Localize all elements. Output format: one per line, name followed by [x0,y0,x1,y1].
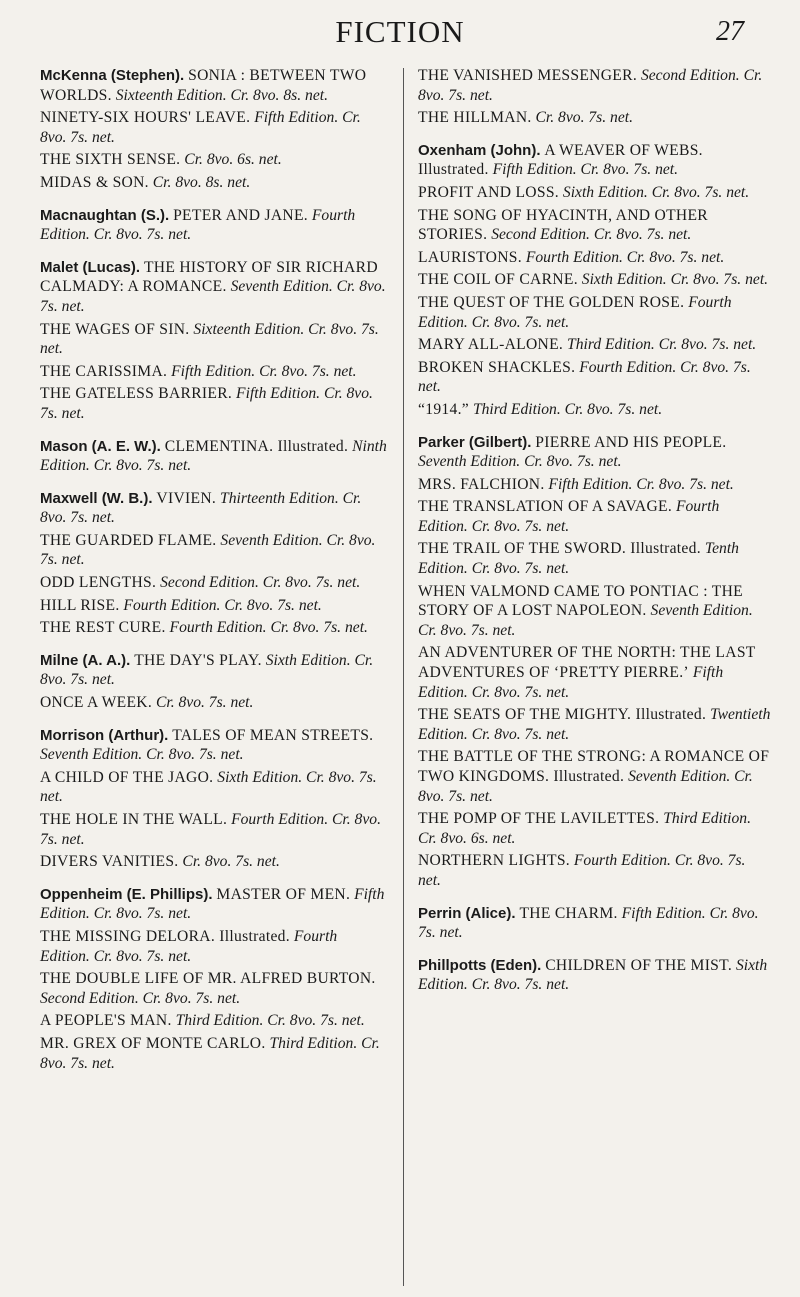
book-title: THE VANISHED MESSENGER. [418,67,638,84]
book-entry [40,927,390,966]
book-title: THE BATTLE OF THE STRONG: A ROMANCE OF TWO KINGDOMS. Illustrated. [418,748,770,785]
book-details: Sixth Edition. Cr. 8vo. 7s. net. [418,956,768,994]
page-title: FICTION [335,14,465,49]
author-name: Macnaughtan (S.). [40,206,170,224]
book-entry [40,885,390,924]
book-entry [418,497,772,536]
book-entry [418,705,772,744]
author-name: Maxwell (W. B.). [40,489,153,507]
book-title: VIVIEN. [156,489,217,507]
book-entry [40,596,390,616]
book-details: Sixth Edition. Cr. 8vo. 7s. net. [40,651,374,689]
book-title: ONCE A WEEK. [40,694,153,712]
book-title: THE MISSING DELORA. Illustrated. [40,927,290,945]
book-details: Cr. 8vo. 7s. net. [182,853,280,871]
book-details: Fourth Edition. Cr. 8vo. 7s. net. [40,811,381,848]
book-entry [40,362,390,382]
book-details: Sixteenth Edition. Cr. 8vo. 7s. net. [40,320,379,358]
book-title: SONIA : BETWEEN TWO WORLDS. [40,67,367,104]
book-entry [40,573,390,593]
book-title: CHILDREN OF THE MIST. [545,956,733,974]
book-entry [418,293,772,332]
book-details: Third Edition. Cr. 8vo. 7s. net. [175,1012,365,1030]
author-name: McKenna (Stephen). [40,67,185,84]
book-entry [40,173,390,193]
book-title: TALES OF MEAN STREETS. [172,726,374,744]
book-entry [418,335,772,355]
book-entry [40,66,390,105]
book-entry [40,320,390,359]
author-name: Milne (A. A.). [40,651,131,669]
book-entry [40,651,390,690]
book-title: THE WAGES OF SIN. [40,320,190,338]
book-details: Tenth Edition. Cr. 8vo. 7s. net. [418,540,739,578]
book-title: A WEAVER OF WEBS. Illustrated. [418,141,703,179]
book-entry [40,693,390,713]
author-block [40,885,390,1073]
book-title: THE HISTORY OF SIR RICHARD CALMADY: A ROMANCE. [40,258,378,296]
book-title: AN ADVENTURER OF THE NORTH: THE LAST ADVENTURES OF ‘PRETTY PIERRE.’ [418,644,756,682]
book-details: Third Edition. Cr. 8vo. 6s. net. [418,810,752,847]
author-name: Mason (A. E. W.). [40,437,161,455]
author-block [418,433,772,891]
book-details: Fourth Edition. Cr. 8vo. 7s. net. [123,596,322,614]
book-entry [40,108,390,147]
book-entry [418,433,772,472]
author-block [418,66,772,128]
book-entry [40,810,390,849]
book-entry [40,768,390,807]
book-details: Sixth Edition. Cr. 8vo. 7s. net. [581,271,769,289]
book-details: Seventh Edition. Cr. 8vo. 7s. net. [418,768,753,805]
book-title: MASTER OF MEN. [216,885,351,903]
book-entry [418,809,772,848]
book-title: THE DAY'S PLAY. [134,651,262,669]
book-details: Seventh Edition. Cr. 8vo. 7s. net. [418,602,753,639]
book-entry [418,582,772,641]
book-details: Fourth Edition. Cr. 8vo. 7s. net. [525,248,725,266]
book-entry [40,1034,390,1073]
book-entry [40,726,390,765]
author-block [418,956,772,995]
book-details: Seventh Edition. Cr. 8vo. 7s. net. [40,531,376,569]
book-details: Ninth Edition. Cr. 8vo. 7s. net. [40,437,387,475]
book-title: THE SONG OF HYACINTH, AND OTHER STORIES. [418,206,708,244]
book-entry [418,358,772,397]
book-title: THE QUEST OF THE GOLDEN ROSE. [418,293,685,311]
book-details: Fifth Edition. Cr. 8vo. 7s. net. [418,664,724,701]
book-details: Fourth Edition. Cr. 8vo. 7s. net. [418,358,751,396]
book-entry [418,270,772,290]
book-title: ODD LENGTHS. [40,574,157,592]
book-entry [418,747,772,806]
book-title: THE CARISSIMA. [40,362,168,380]
book-details: Second Edition. Cr. 8vo. 7s. net. [491,226,692,244]
author-name: Oppenheim (E. Phillips). [40,885,213,903]
book-details: Twentieth Edition. Cr. 8vo. 7s. net. [418,706,771,743]
book-entry [418,248,772,268]
author-name: Malet (Lucas). [40,258,141,276]
author-block [40,651,390,713]
book-entry [418,539,772,578]
book-title: THE DOUBLE LIFE OF MR. ALFRED BURTON. [40,970,376,988]
book-details: Cr. 8vo. 7s. net. [535,109,633,127]
book-details: Sixteenth Edition. Cr. 8vo. 8s. net. [115,86,328,104]
book-title: A CHILD OF THE JAGO. [40,768,214,786]
author-block [40,206,390,245]
book-details: Fifth Edition. Cr. 8vo. 7s. net. [40,385,373,422]
book-title: MIDAS & SON. [40,173,149,191]
book-entry [40,531,390,570]
book-title: BROKEN SHACKLES. [418,358,576,376]
book-title: DIVERS VANITIES. [40,853,179,871]
book-title: THE CHARM. [519,904,618,922]
book-details: Sixth Edition. Cr. 8vo. 7s. net. [40,768,377,806]
book-details: Fifth Edition. Cr. 8vo. 7s. net. [492,161,679,179]
author-name: Phillpotts (Eden). [418,956,542,974]
book-details: Seventh Edition. Cr. 8vo. 7s. net. [40,746,244,764]
book-entry [418,66,772,105]
book-entry [418,956,772,995]
book-entry [40,150,390,170]
book-entry [418,475,772,495]
book-details: Cr. 8vo. 6s. net. [184,151,282,169]
book-title: THE HOLE IN THE WALL. [40,811,228,828]
book-title: CLEMENTINA. Illustrated. [164,437,349,455]
book-title: THE GATELESS BARRIER. [40,385,233,403]
book-details: Seventh Edition. Cr. 8vo. 7s. net. [40,278,386,315]
book-entry [40,384,390,423]
book-title: A PEOPLE'S MAN. [40,1012,172,1030]
author-block [40,258,390,424]
book-details: Seventh Edition. Cr. 8vo. 7s. net. [418,453,622,471]
book-title: THE GUARDED FLAME. [40,531,217,549]
right-column [418,66,772,995]
book-entry [418,851,772,890]
author-block [418,141,772,420]
column-divider [403,68,404,1286]
book-entry [418,108,772,128]
book-details: Second Edition. Cr. 8vo. 7s. net. [418,67,763,104]
book-entry [40,258,390,317]
author-block [40,726,390,872]
book-entry [418,904,772,943]
book-details: Third Edition. Cr. 8vo. 7s. net. [567,336,757,354]
book-entry [418,643,772,702]
book-title: NORTHERN LIGHTS. [418,852,570,870]
book-details: Sixth Edition. Cr. 8vo. 7s. net. [562,183,750,201]
author-block [40,489,390,638]
book-entry [40,489,390,528]
book-title: MR. GREX OF MONTE CARLO. [40,1034,266,1052]
author-name: Parker (Gilbert). [418,433,532,451]
book-title: THE REST CURE. [40,619,166,637]
book-entry [418,206,772,245]
book-title: THE HILLMAN. [418,109,532,127]
book-details: Cr. 8vo. 8s. net. [152,173,251,191]
book-details: Fourth Edition. Cr. 8vo. 7s. net. [418,498,720,535]
book-title: MARY ALL-ALONE. [418,336,564,354]
book-details: Cr. 8vo. 7s. net. [155,694,254,712]
book-entry [40,437,390,476]
book-details: Fifth Edition. Cr. 8vo. 7s. net. [171,362,357,380]
book-title: THE TRANSLATION OF A SAVAGE. [418,498,673,516]
book-entry [40,1011,390,1031]
book-title: NINETY-SIX HOURS' LEAVE. [40,109,251,127]
author-block [418,904,772,943]
book-title: “1914.” [418,400,470,418]
book-title: LAURISTONS. [418,248,522,266]
author-name: Oxenham (John). [418,141,541,159]
author-block [40,66,390,193]
book-title: THE SIXTH SENSE. [40,151,181,169]
book-details: Fourth Edition. Cr. 8vo. 7s. net. [418,293,732,331]
book-entry [40,618,390,638]
author-block [40,437,390,476]
left-column [40,66,390,1073]
book-title: PETER AND JANE. [173,206,308,224]
book-entry [40,852,390,872]
book-details: Fifth Edition. Cr. 8vo. 7s. net. [548,475,734,493]
book-title: THE TRAIL OF THE SWORD. Illustrated. [418,540,701,558]
book-details: Third Edition. Cr. 8vo. 7s. net. [40,1034,380,1072]
book-details: Fourth Edition. Cr. 8vo. 7s. net. [40,927,338,965]
book-details: Fourth Edition. Cr. 8vo. 7s. net. [418,852,746,889]
book-entry [40,206,390,245]
book-title: THE SEATS OF THE MIGHTY. Illustrated. [418,706,707,724]
book-details: Fourth Edition. Cr. 8vo. 7s. net. [40,206,356,244]
book-title: PIERRE AND HIS PEOPLE. [535,433,727,451]
book-details: Third Edition. Cr. 8vo. 7s. net. [472,400,663,418]
book-details: Fifth Edition. Cr. 8vo. 7s. net. [418,904,759,942]
book-title: HILL RISE. [40,596,120,614]
book-title: WHEN VALMOND CAME TO PONTIAC : THE STORY OF A LOST NAPOLEON. [418,582,743,620]
book-title: PROFIT AND LOSS. [418,183,559,201]
book-details: Thirteenth Edition. Cr. 8vo. 7s. net. [40,489,362,527]
author-name: Morrison (Arthur). [40,726,169,744]
author-name: Perrin (Alice). [418,904,516,922]
book-title: THE POMP OF THE LAVILETTES. [418,810,660,828]
book-details: Second Edition. Cr. 8vo. 7s. net. [160,574,361,592]
book-details: Fifth Edition. Cr. 8vo. 7s. net. [40,885,385,923]
page-number: 27 [716,16,744,47]
book-entry [418,183,772,203]
book-title: THE COIL OF CARNE. [418,271,578,289]
book-entry [418,400,772,420]
book-entry [418,141,772,180]
book-details: Second Edition. Cr. 8vo. 7s. net. [40,989,241,1007]
book-details: Fourth Edition. Cr. 8vo. 7s. net. [169,619,368,637]
book-entry [40,969,390,1008]
book-title: MRS. FALCHION. [418,475,545,493]
book-details: Fifth Edition. Cr. 8vo. 7s. net. [40,109,361,146]
